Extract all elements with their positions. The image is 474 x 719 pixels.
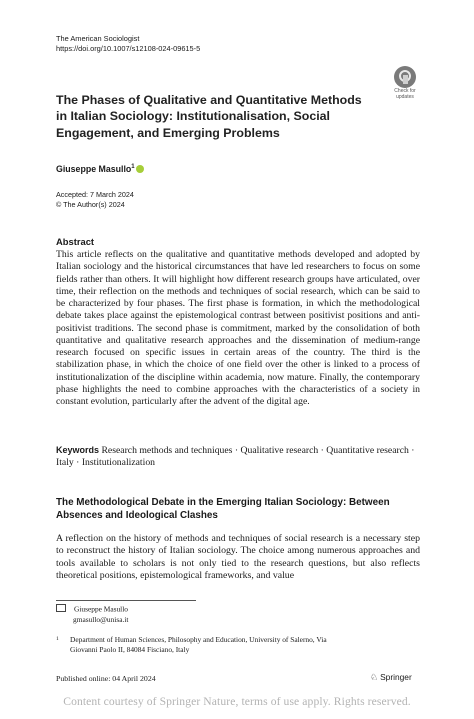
crossmark-line1: Check for (394, 88, 416, 94)
accepted-date: Accepted: 7 March 2024 (56, 190, 134, 199)
publisher-name: Springer (380, 672, 412, 682)
section-heading: The Methodological Debate in the Emerging Italian Sociology: Between Absences and Ideological Clashes (56, 497, 390, 521)
crossmark-icon (394, 66, 416, 88)
author-affil-sup: 1 (131, 164, 135, 171)
affiliation (56, 634, 386, 655)
corresponding-author (56, 604, 128, 625)
abstract-text: This article reflects on the qualitative and quantitative methods developed and adopted by Italian sociology and the historical circumstances that have led researchers to focus on some fields rather than others. It will highlight how different research groups have articulated, over time, their reflection on the methods and techniques of social research, which can be said to be characterized by four phases. The first phase is formation, in which the methodological debate takes place against the epistemological contrast between positivist positions and anti-positivist traditions. The second phase is commitment, marked by the consolidation of both quantitative and qualitative research approaches and the dissemination of medium-range research focused on specific issues in certain areas of the country. The third is the stabilization phase, in which the choice of one field over the other is linked to a process of institutionalization of the discipline within academia, now mature. Finally, the contemporary phase highlights the need to combine approaches with the characteristics of a society in constant evolution, particularly after the advent of the digital age. (56, 249, 420, 407)
keywords-list: Research methods and techniques · Qualitative research · Quantitative research · Italy · Institutionalization (56, 445, 415, 469)
article-dates (56, 190, 134, 209)
article-title: The Phases of Qualitative and Quantitative Methods in Italian Sociology: Institutionalisation, Social Engagement, and Emerging Problems (56, 93, 362, 140)
keywords (56, 444, 420, 469)
keywords-label: Keywords (56, 445, 100, 455)
affiliation-line2: Giovanni Paolo II, 84084 Fisciano, Italy (70, 645, 190, 654)
abstract-heading: Abstract (56, 236, 95, 247)
affiliation-line1: Department of Human Sciences, Philosophy and Education, University of Salerno, Via (70, 635, 327, 644)
affiliation-number: 1 (56, 636, 59, 642)
crossmark-badge[interactable] (388, 66, 422, 100)
springer-horse-icon: ♘ (370, 672, 379, 682)
footnote-divider (56, 600, 196, 601)
author-name[interactable]: Giuseppe Masullo (56, 164, 132, 174)
envelope-icon (56, 604, 66, 612)
journal-header (56, 34, 200, 54)
publisher-logo[interactable] (370, 672, 412, 683)
doi-link[interactable]: https://doi.org/10.1007/s12108-024-09615-5 (56, 44, 201, 53)
section-body: A reflection on the history of methods and techniques of social research is a necessary step to reconstruct the history of Italian sociology. The choice among numerous approaches and tools available to scholars is not only tied to the research questions, but also reflects theoretical positions, epistemological frameworks, and value (56, 533, 420, 581)
courtesy-watermark: Content courtesy of Springer Nature, terms of use apply. Rights reserved. (63, 695, 411, 708)
contact-email[interactable]: gmasullo@unisa.it (73, 614, 129, 624)
orcid-icon[interactable] (136, 165, 144, 173)
published-date: Published online: 04 April 2024 (56, 674, 156, 683)
author-line (56, 164, 144, 174)
crossmark-line2: updates (396, 93, 414, 100)
copyright: © The Author(s) 2024 (56, 199, 125, 209)
contact-name: Giuseppe Masullo (74, 604, 128, 614)
journal-name: The American Sociologist (56, 34, 140, 43)
